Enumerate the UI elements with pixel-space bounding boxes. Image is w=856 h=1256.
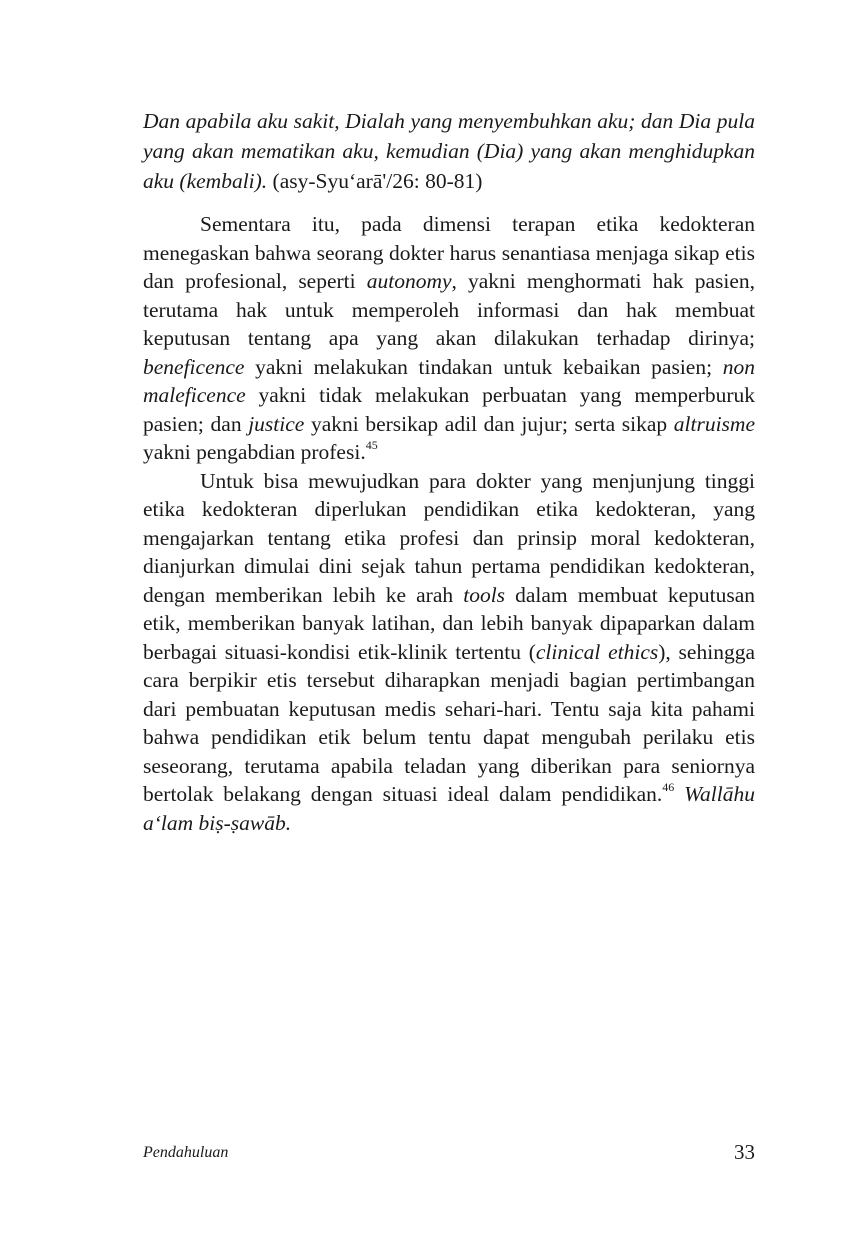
term-justice: justice — [248, 411, 305, 436]
page-body — [143, 106, 755, 837]
term-tools: tools — [463, 582, 506, 607]
paragraph-1 — [143, 210, 755, 467]
quran-quote — [143, 106, 755, 196]
quote-reference: (asy-Syu‘arā'/26: 80-81) — [267, 169, 483, 193]
term-beneficence: beneficence — [143, 354, 245, 379]
paragraph-1-text: Sementara itu, pada dimensi terapan etika kedokteran menegaskan bahwa seorang dokter harus senantiasa menjaga sikap etis dan profesional, seperti — [143, 212, 755, 293]
paragraph-1-text: yakni pengabdian profesi. — [143, 440, 366, 464]
page-number: 33 — [734, 1140, 755, 1164]
quote-translation: Dan apabila aku sakit, Dialah yang menyembuhkan aku; dan Dia pula yang akan mematikan aku, kemudian (Dia) yang akan menghidupkan aku (kembali). — [143, 109, 755, 193]
running-head: Pendahuluan — [143, 1144, 229, 1161]
paragraph-2-text: dalam membuat keputusan etik, memberikan banyak latihan, dan lebih banyak dipaparkan dalam berbagai situasi-kondisi etik-klinik tertentu ( — [143, 582, 755, 664]
paragraph-2-text: ), sehingga cara berpikir etis tersebut diharapkan menjadi bagian pertimbangan dari pembuatan keputusan medis sehari-hari. Tentu saja kita pahami bahwa pendidikan etik belum tentu dapat mengubah perilaku etis seseorang, terutama apabila teladan yang diberikan para seniornya bertolak belakang dengan situasi ideal dalam pendidikan. — [143, 639, 755, 806]
paragraph-1-text: yakni tidak melakukan perbuatan yang memperburuk pasien; dan — [143, 383, 755, 436]
footnote-marker: 46 — [662, 780, 675, 794]
paragraph-1-text: yakni bersikap adil dan jujur; serta sikap — [304, 411, 674, 436]
term-altruisme: altruisme — [673, 411, 755, 436]
page-footer — [143, 1140, 755, 1170]
closing-phrase: Wallāhu a‘lam biṣ-ṣawāb. — [143, 782, 755, 835]
paragraph-1-text: , yakni menghormati hak pasien, terutama hak untuk memperoleh informasi dan hak membuat keputusan tentang apa yang akan dilakukan terhadap dirinya; — [143, 269, 755, 350]
paragraph-1-text: yakni melakukan tindakan untuk kebaikan pasien; — [244, 354, 723, 379]
footnote-marker: 45 — [365, 438, 378, 452]
term-clinical-ethics: clinical ethics — [535, 639, 659, 664]
term-autonomy: autonomy — [366, 269, 452, 293]
paragraph-2 — [143, 467, 755, 838]
term-non-maleficence: non maleficence — [143, 354, 755, 407]
paragraph-2-text: Untuk bisa mewujudkan para dokter yang menjunjung tinggi etika kedokteran diperlukan pendidikan etika kedokteran, yang mengajarkan tentang etika profesi dan prinsip moral kedokteran, dianjurkan dimulai dini sejak tahun pertama pendidikan kedokteran, dengan memberikan lebih ke arah — [143, 468, 755, 607]
